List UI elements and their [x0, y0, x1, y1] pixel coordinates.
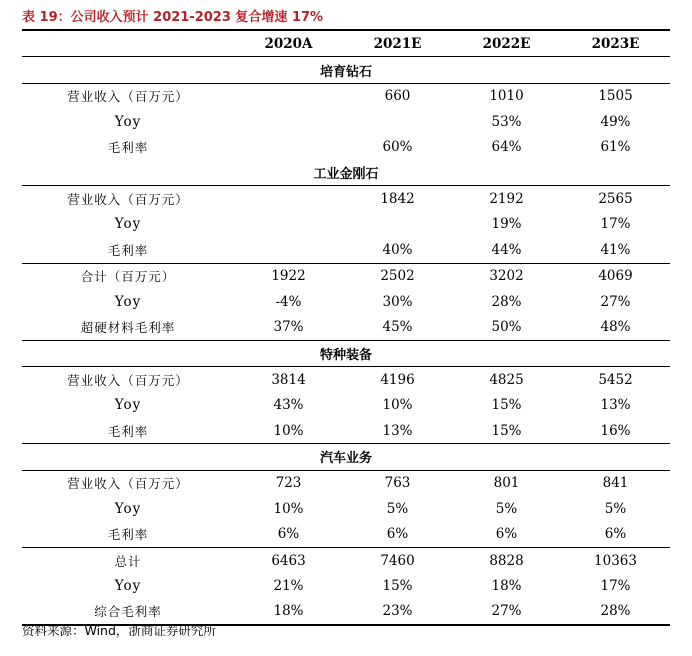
section-title: 工业金刚石 [22, 160, 670, 186]
header-cell-2021e: 2021E [373, 35, 422, 52]
section-header-row [22, 340, 670, 366]
table-cell: 660 [384, 88, 411, 105]
row-label: Yoy [114, 577, 142, 594]
table-row [22, 392, 670, 417]
table-cell [234, 135, 343, 160]
section-title: 特种装备 [22, 340, 670, 366]
table-cell: 6% [495, 526, 518, 543]
table-cell: 3202 [452, 263, 561, 289]
table-cell: 5% [604, 500, 627, 517]
table-row [22, 521, 670, 547]
table-cell: 48% [600, 318, 631, 335]
table-cell: 3814 [271, 371, 306, 388]
table-row [22, 470, 670, 496]
table-cell: 41% [600, 241, 631, 258]
row-label: 营业收入（百万元） [67, 476, 189, 492]
table-row [22, 263, 670, 289]
header-row [22, 30, 670, 57]
table-cell: 28% [491, 293, 522, 310]
section-header-row [22, 160, 670, 186]
row-label: 总计 [22, 547, 234, 573]
row-label: 毛利率 [107, 527, 149, 543]
table-row [22, 289, 670, 314]
row-label: Yoy [114, 113, 142, 130]
table-cell: 53% [491, 113, 522, 130]
section-header-row [22, 444, 670, 470]
table-cell: 61% [600, 139, 631, 156]
table-cell [343, 212, 452, 237]
table-cell: 27% [600, 293, 631, 310]
row-label: Yoy [114, 216, 142, 233]
table-cell: 40% [382, 241, 413, 258]
table-cell: 5452 [598, 371, 633, 388]
section-title: 汽车业务 [22, 444, 670, 470]
table-cell: 15% [491, 397, 522, 414]
table-cell: 18% [491, 577, 522, 594]
table-cell: 64% [491, 139, 522, 156]
table-cell: 4196 [380, 371, 415, 388]
table-cell: 15% [491, 422, 522, 439]
table-cell: 4069 [561, 263, 670, 289]
row-label: 营业收入（百万元） [67, 192, 189, 208]
table-cell: 50% [491, 318, 522, 335]
table-row [22, 83, 670, 109]
row-label: 超硬材料毛利率 [80, 319, 176, 335]
row-label: 毛利率 [107, 423, 149, 439]
table-cell: 13% [600, 397, 631, 414]
source-note: 资料来源：Wind，浙商证券研究所 [22, 623, 216, 638]
table-cell: 6% [604, 526, 627, 543]
table-row [22, 109, 670, 134]
table-cell [234, 109, 343, 134]
table-title: 表 19：公司收入预计 2021-2023 复合增速 17% [22, 10, 324, 25]
table-cell: 44% [491, 241, 522, 258]
table-cell: -4% [275, 293, 302, 310]
table-row [22, 237, 670, 263]
table-row [22, 496, 670, 521]
table-cell [234, 237, 343, 263]
table-cell: 10% [273, 422, 304, 439]
table-cell: 17% [600, 216, 631, 233]
table-cell: 4825 [489, 371, 524, 388]
table-row [22, 212, 670, 237]
table-row [22, 367, 670, 393]
table-row [22, 186, 670, 212]
table-cell: 45% [382, 318, 413, 335]
table-row [22, 418, 670, 444]
table-cell: 1010 [489, 88, 524, 105]
row-label: Yoy [114, 500, 142, 517]
table-cell: 15% [382, 577, 413, 594]
row-label: 营业收入（百万元） [67, 372, 189, 388]
revenue-forecast-table [22, 29, 670, 626]
table-row [22, 547, 670, 573]
table-cell [234, 83, 343, 109]
row-label: 综合毛利率 [22, 599, 234, 625]
table-cell: 17% [600, 577, 631, 594]
table-cell: 10% [273, 500, 304, 517]
table-cell: 8828 [452, 547, 561, 573]
table-cell: 6% [277, 526, 300, 543]
table-cell: 27% [452, 599, 561, 625]
table-cell: 13% [382, 422, 413, 439]
table-cell [234, 186, 343, 212]
row-label: 毛利率 [107, 242, 149, 258]
table-cell: 49% [600, 113, 631, 130]
table-cell: 841 [602, 475, 629, 492]
table-cell: 19% [491, 216, 522, 233]
table-cell: 723 [275, 475, 302, 492]
table-cell [234, 212, 343, 237]
table-row [22, 314, 670, 340]
row-label: Yoy [114, 293, 142, 310]
table-cell [343, 109, 452, 134]
row-label: 合计（百万元） [22, 263, 234, 289]
table-cell: 23% [343, 599, 452, 625]
row-label: 毛利率 [107, 140, 149, 156]
row-label: Yoy [114, 397, 142, 414]
header-cell-2023e: 2023E [591, 35, 640, 52]
table-cell: 7460 [343, 547, 452, 573]
table-cell: 43% [273, 397, 304, 414]
row-label: 营业收入（百万元） [67, 89, 189, 105]
section-header-row [22, 57, 670, 83]
table-cell: 37% [273, 318, 304, 335]
table-cell: 2192 [489, 191, 524, 208]
header-cell-2022e: 2022E [482, 35, 531, 52]
table-cell: 2565 [598, 191, 633, 208]
table-cell: 6463 [234, 547, 343, 573]
table-cell: 801 [493, 475, 520, 492]
table-cell: 18% [234, 599, 343, 625]
table-cell: 16% [600, 422, 631, 439]
table-cell: 763 [384, 475, 411, 492]
table-cell: 10363 [561, 547, 670, 573]
table-row [22, 573, 670, 598]
table-cell: 2502 [343, 263, 452, 289]
table-cell: 30% [382, 293, 413, 310]
table-cell: 6% [386, 526, 409, 543]
table-cell: 1842 [380, 191, 415, 208]
table-cell: 21% [273, 577, 304, 594]
header-cell-2020a: 2020A [264, 35, 313, 52]
table-cell: 1922 [234, 263, 343, 289]
header-cell-label [22, 30, 234, 57]
table-cell: 5% [495, 500, 518, 517]
table-cell: 5% [386, 500, 409, 517]
table-cell: 60% [382, 139, 413, 156]
table-cell: 10% [382, 397, 413, 414]
table-body [22, 57, 670, 625]
table-cell: 28% [561, 599, 670, 625]
table-cell: 1505 [598, 88, 633, 105]
table-row [22, 135, 670, 160]
section-title: 培育钻石 [22, 57, 670, 83]
